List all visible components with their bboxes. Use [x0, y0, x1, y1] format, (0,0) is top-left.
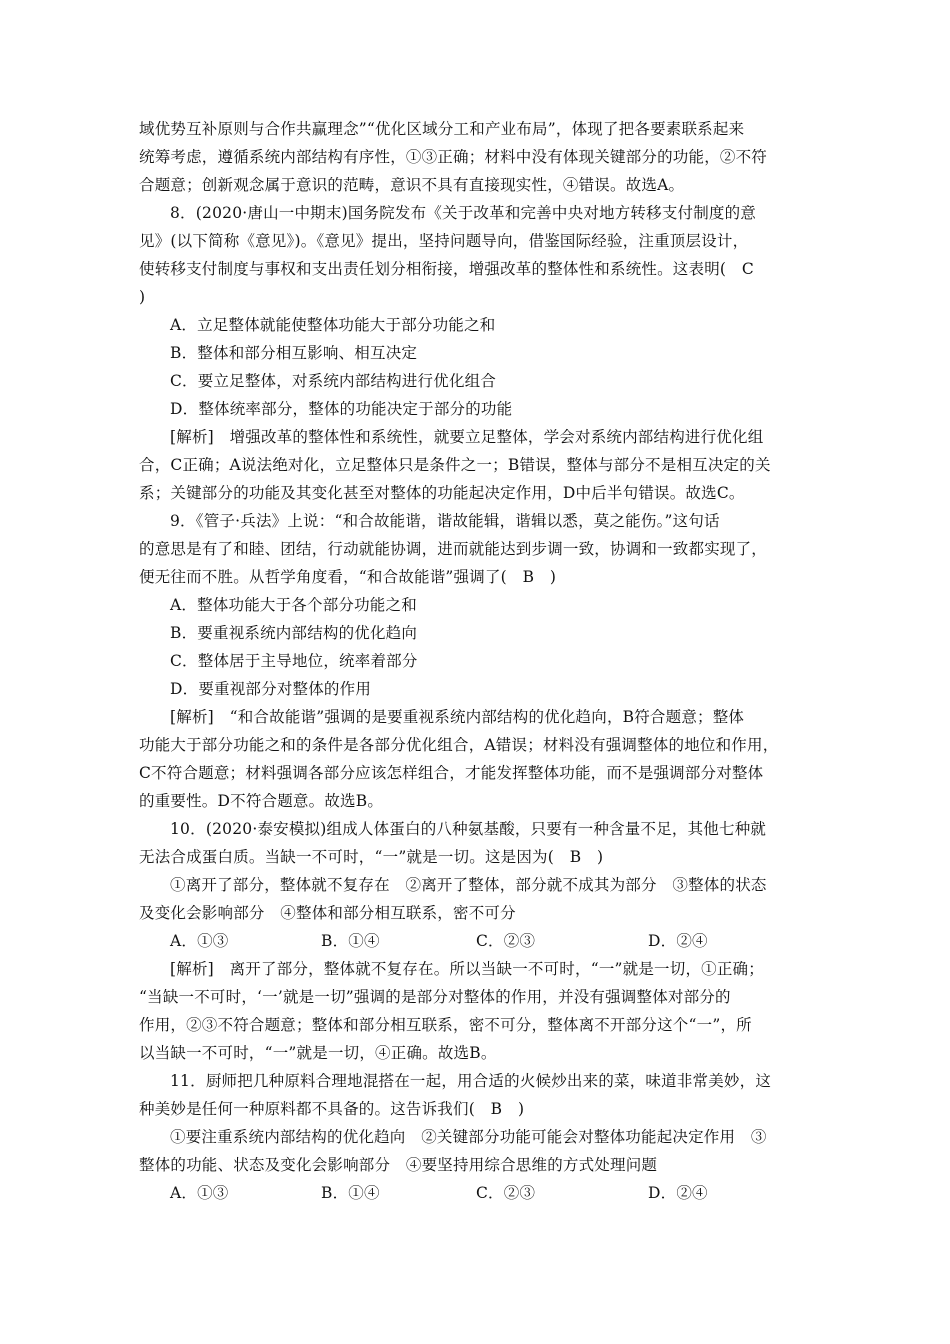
text-line: 系；关键部分的功能及其变化甚至对整体的功能起决定作用，D中后半句错误。故选C。	[139, 484, 745, 502]
text-line: 的重要性。D不符合题意。故选B。	[139, 792, 384, 810]
question-9-option-d: D．要重视部分对整体的作用	[170, 680, 372, 698]
text-line: 种美妙是任何一种原料都不具备的。这告诉我们( B )	[139, 1100, 525, 1118]
option-a: A．①③	[170, 1184, 229, 1202]
text-line: 合，C正确；A说法绝对化，立足整体只是条件之一；B错误，整体与部分不是相互决定的关	[139, 456, 771, 474]
text-line: 的意思是有了和睦、团结，行动就能协调，进而就能达到步调一致，协调和一致都实现了，	[139, 540, 768, 558]
text-line: 以当缺一不可时，“一”就是一切，④正确。故选B。	[139, 1044, 497, 1062]
text-line: C不符合题意；材料强调各部分应该怎样组合，才能发挥整体功能，而不是强调部分对整体	[139, 764, 764, 782]
text-line: 及变化会影响部分 ④整体和部分相互联系，密不可分	[139, 904, 516, 922]
question-9-option-b: B．要重视系统内部结构的优化趋向	[170, 624, 418, 642]
option-d: D．②④	[648, 1184, 708, 1202]
option-b: B．①④	[321, 1184, 380, 1202]
question-9-analysis: [解析] “和合故能谐”强调的是要重视系统内部结构的优化趋向，B符合题意；整体	[170, 708, 745, 726]
question-8-option-b: B．整体和部分相互影响、相互决定	[170, 344, 418, 362]
question-8-stem: 8．(2020·唐山一中期末)国务院发布《关于改革和完善中央对地方转移支付制度的意	[170, 204, 757, 222]
question-11-stem: 11．厨师把几种原料合理地混搭在一起，用合适的火候炒出来的菜，味道非常美妙，这	[170, 1072, 772, 1090]
option-c: C．②③	[476, 932, 536, 950]
text-line: 功能大于部分功能之和的条件是各部分优化组合，A错误；材料没有强调整体的地位和作用，	[139, 736, 779, 754]
text-line: 无法合成蛋白质。当缺一不可时，“一”就是一切。这是因为( B )	[139, 848, 604, 866]
question-11-statements: ①要注重系统内部结构的优化趋向 ②关键部分功能可能会对整体功能起决定作用 ③	[170, 1128, 767, 1146]
question-10-analysis: [解析] 离开了部分，整体就不复存在。所以当缺一不可时，“一”就是一切，①正确；	[170, 960, 764, 978]
text-line: 作用，②③不符合题意；整体和部分相互联系，密不可分，整体离不开部分这个“一”，所	[139, 1016, 752, 1034]
text-line: 统筹考虑，遵循系统内部结构有序性，①③正确；材料中没有体现关键部分的功能，②不符	[139, 148, 768, 166]
text-line: 便无往而不胜。从哲学角度看，“和合故能谐”强调了( B )	[139, 568, 557, 586]
text-line: 合题意；创新观念属于意识的范畴，意识不具有直接现实性，④错误。故选A。	[139, 176, 685, 194]
question-9-stem: 9．《管子·兵法》上说：“和合故能谐，谐故能辑，谐辑以悉，莫之能伤。”这句话	[170, 512, 720, 530]
text-line: )	[139, 288, 146, 306]
text-line: 整体的功能、状态及变化会影响部分 ④要坚持用综合思维的方式处理问题	[139, 1156, 658, 1174]
question-8-option-c: C．要立足整体，对系统内部结构进行优化组合	[170, 372, 497, 390]
question-10-options	[139, 927, 821, 955]
option-d: D．②④	[648, 932, 708, 950]
text-line: 使转移支付制度与事权和支出责任划分相衔接，增强改革的整体性和系统性。这表明( C	[139, 260, 754, 278]
question-9-option-c: C．整体居于主导地位，统率着部分	[170, 652, 418, 670]
question-11-options	[139, 1179, 821, 1207]
question-8-analysis: [解析] 增强改革的整体性和系统性，就要立足整体，学会对系统内部结构进行优化组	[170, 428, 764, 446]
question-10-stem: 10．(2020·泰安模拟)组成人体蛋白的八种氨基酸，只要有一种含量不足，其他七种就	[170, 820, 767, 838]
question-8-option-a: A．立足整体就能使整体功能大于部分功能之和	[170, 316, 496, 334]
option-b: B．①④	[321, 932, 380, 950]
text-line: “当缺一不可时，‘一’就是一切”强调的是部分对整体的作用，并没有强调整体对部分的	[139, 988, 731, 1006]
question-10-statements: ①离开了部分，整体就不复存在 ②离开了整体，部分就不成其为部分 ③整体的状态	[170, 876, 767, 894]
text-line: 域优势互补原则与合作共赢理念”“优化区域分工和产业布局”，体现了把各要素联系起来	[139, 120, 745, 138]
option-c: C．②③	[476, 1184, 536, 1202]
option-a: A．①③	[170, 932, 229, 950]
document-body	[139, 115, 821, 1207]
question-9-option-a: A．整体功能大于各个部分功能之和	[170, 596, 417, 614]
question-8-option-d: D．整体统率部分，整体的功能决定于部分的功能	[170, 400, 513, 418]
text-line: 见》(以下简称《意见》)。《意见》提出，坚持问题导向，借鉴国际经验，注重顶层设计，	[139, 232, 749, 250]
